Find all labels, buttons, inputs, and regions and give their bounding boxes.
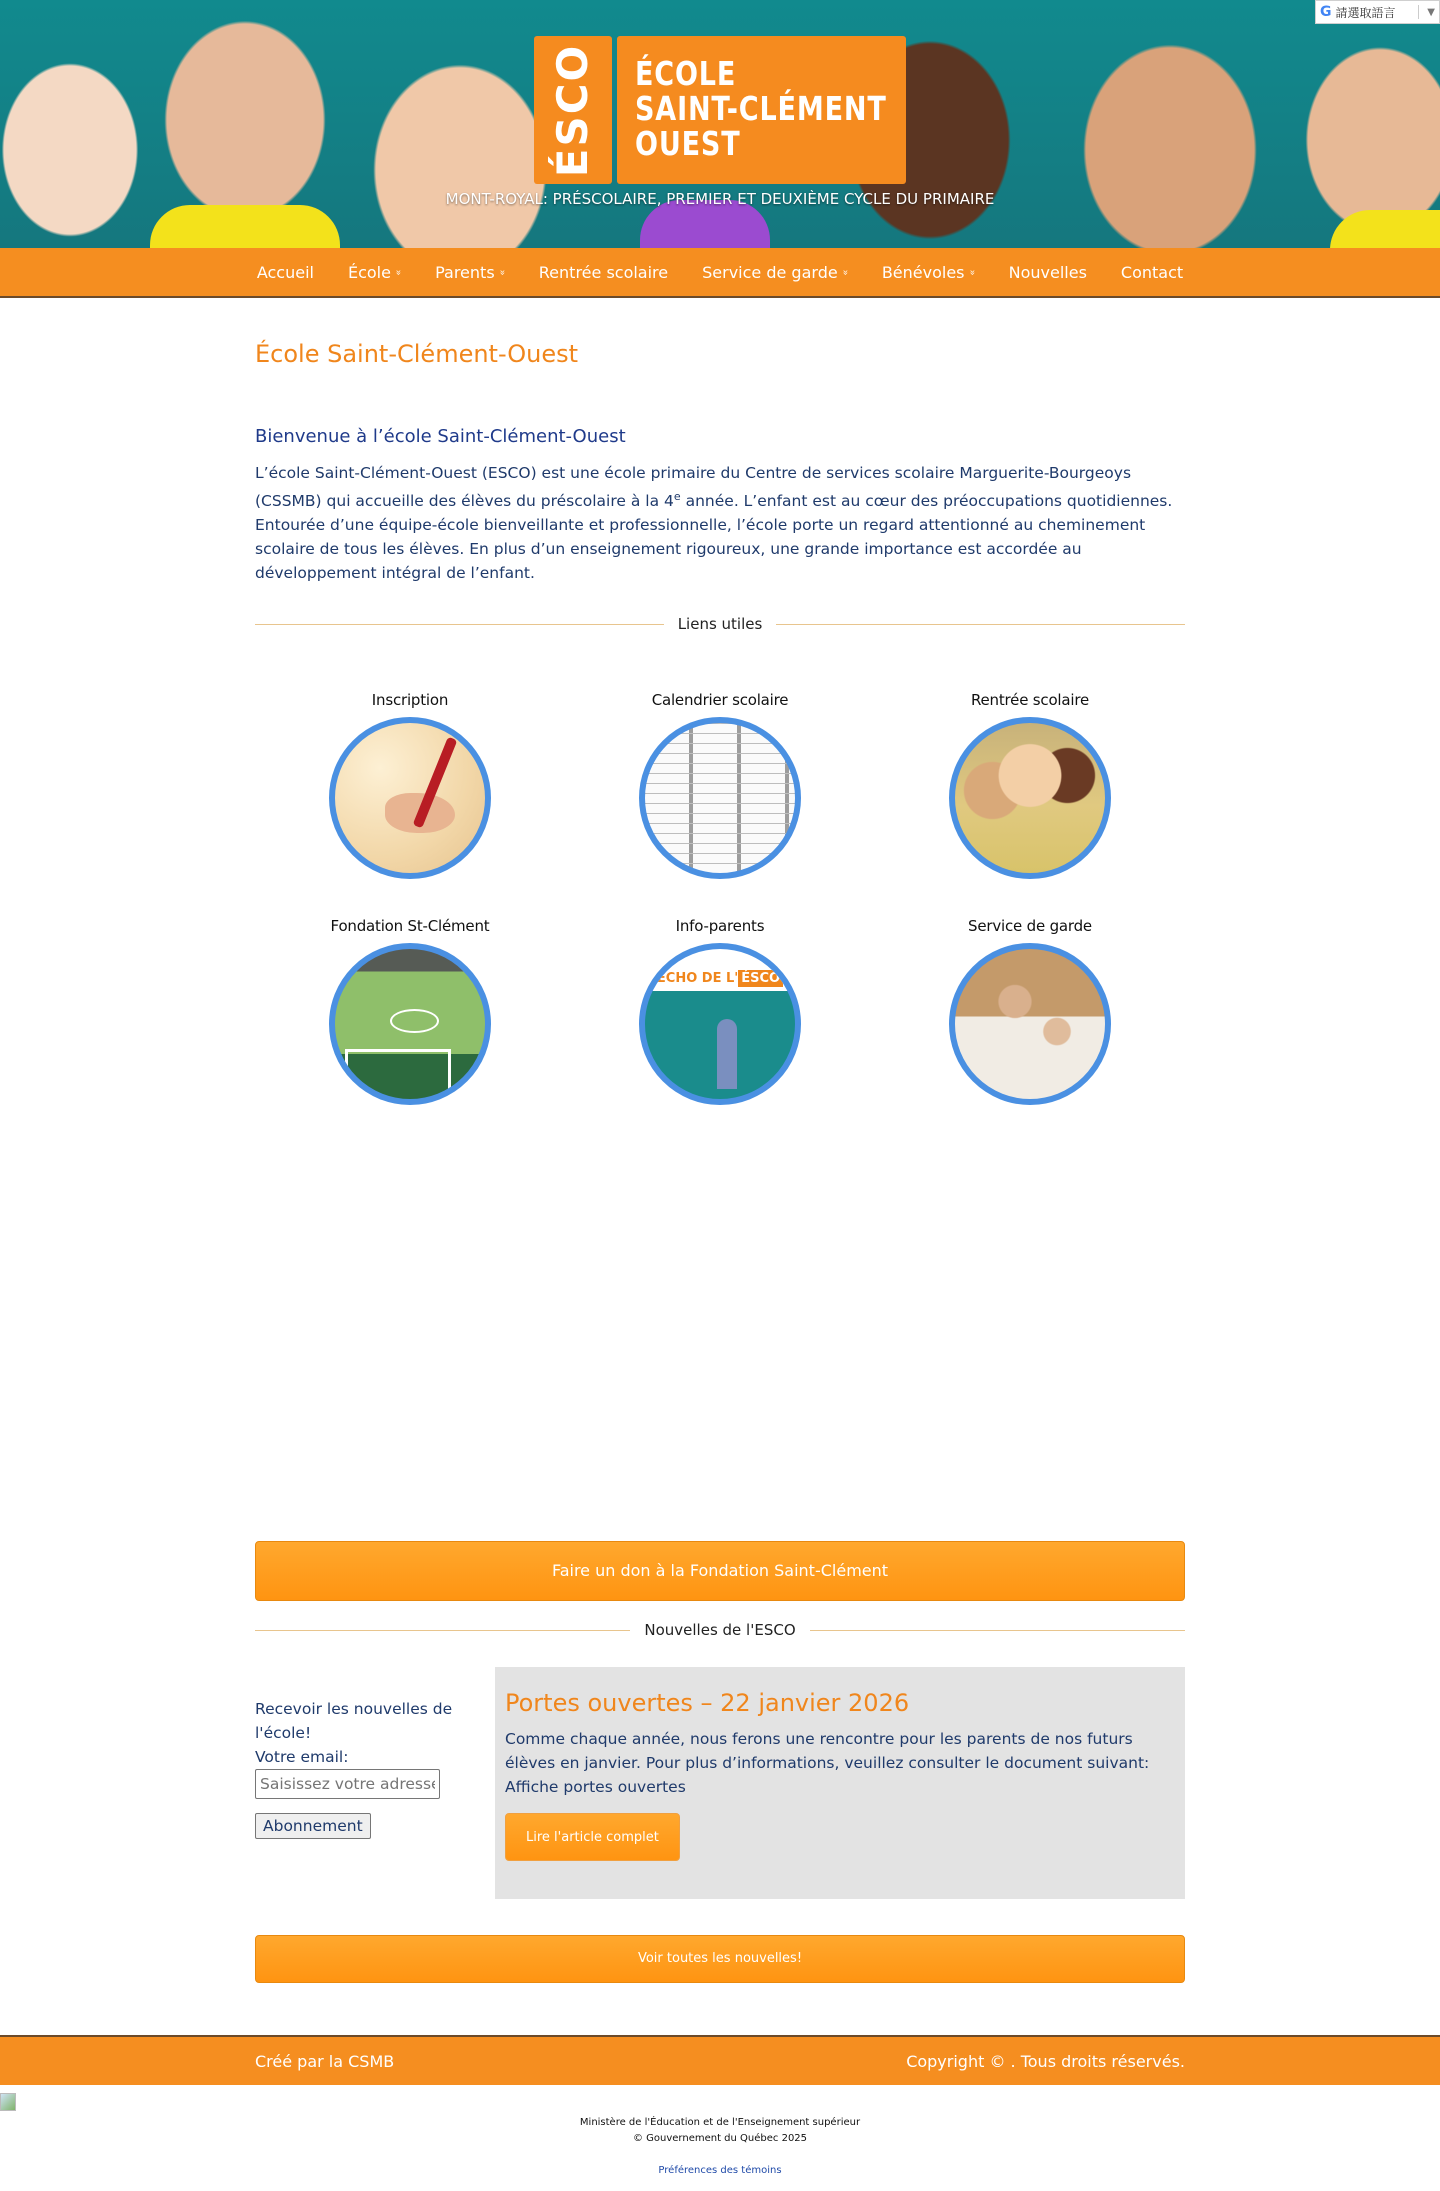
nav-item-ecole[interactable] (331, 263, 418, 282)
news-section (255, 1667, 1185, 1899)
email-label: Votre email: (255, 1748, 349, 1767)
link-inscription[interactable] (255, 691, 565, 879)
link-label: Info-parents (675, 917, 765, 936)
subscribe-button[interactable]: Abonnement (255, 1813, 371, 1839)
nav-item-parents[interactable] (418, 263, 522, 282)
useful-links-grid (255, 691, 1185, 1105)
info-parents-image (639, 943, 801, 1105)
divider-line (255, 1630, 630, 1631)
nav-label: Rentrée scolaire (538, 262, 669, 282)
language-selector-label: 請選取語言 (1335, 5, 1396, 20)
nav-item-service-de-garde[interactable] (685, 263, 865, 282)
news-card (495, 1667, 1185, 1899)
intro-text: année. L’enfant est au cœur des préoccupations quotidiennes. Entourée d’une équipe-école bienveillante et professionnelle, l’école porte un regard attentionné au cheminement scolaire de tous les élèves. En plus d’un enseignement rigoureux, une grande importance est accordée au développement intégral de l’enfant. (255, 492, 1173, 583)
link-label: Fondation St-Clément (330, 917, 490, 936)
link-label: Rentrée scolaire (970, 691, 1090, 710)
news-heading: Nouvelles de l'ESCO (644, 1621, 796, 1640)
hero-tagline: MONT-ROYAL: PRÉSCOLAIRE, PREMIER ET DEUXIÈME CYCLE DU PRIMAIRE (445, 190, 995, 208)
logo-school-name[interactable] (617, 36, 906, 184)
hero-photo-detail (150, 205, 340, 248)
main-nav (0, 248, 1440, 298)
chevron-down-icon: » (839, 268, 851, 276)
chevron-down-icon: » (392, 268, 404, 276)
link-calendrier-scolaire[interactable] (565, 691, 875, 879)
useful-links-heading: Liens utiles (677, 615, 763, 634)
nav-label: Accueil (256, 262, 314, 282)
email-input[interactable] (255, 1769, 440, 1799)
government-footer (0, 2085, 1440, 2185)
read-article-button[interactable]: Lire l'article complet (505, 1813, 680, 1861)
nav-item-nouvelles[interactable] (992, 263, 1104, 282)
divider-line (776, 624, 1185, 625)
nav-label: Service de garde (702, 262, 838, 282)
separator (1418, 5, 1419, 19)
chevron-down-icon: » (966, 268, 978, 276)
news-title[interactable]: Portes ouvertes – 22 janvier 2026 (505, 1689, 910, 1718)
link-rentree-scolaire[interactable] (875, 691, 1185, 879)
logo-esco-text: ÉSCO (548, 43, 598, 177)
hero-banner (0, 0, 1440, 248)
newsletter-prompt: Recevoir les nouvelles de l'école! (255, 1700, 453, 1743)
hero-photo-detail (1330, 210, 1440, 248)
intro-paragraph (255, 461, 1185, 585)
rentree-image (949, 717, 1111, 879)
nav-item-benevoles[interactable] (865, 263, 992, 282)
link-label: Service de garde (968, 917, 1092, 936)
footer-credit: Créé par la CSMB (255, 2051, 395, 2071)
intro-text: L’école Saint-Clément-Ouest (ESCO) est une école primaire du Centre de services scolaire Marguerite-Bourgeoys (CSSMB) qui accueille des élèves du préscolaire à la 4 (255, 464, 1132, 511)
link-fondation[interactable] (255, 917, 565, 1105)
gov-copyright: © Gouvernement du Québec 2025 (632, 2133, 808, 2145)
ministry-text (0, 2085, 1440, 2147)
footer-copyright: Copyright © . Tous droits réservés. (906, 2051, 1185, 2071)
footer (0, 2035, 1440, 2085)
intro-superscript: e (673, 490, 681, 503)
dropdown-arrow-icon: ▼ (1427, 6, 1435, 18)
link-label: Calendrier scolaire (651, 691, 789, 710)
echo-text: ECHO DE L' (656, 971, 739, 987)
useful-links-divider (255, 615, 1185, 633)
main-content (255, 340, 1185, 1983)
soccer-field-image (329, 943, 491, 1105)
calendar-image (639, 717, 801, 879)
echo-banner (645, 971, 795, 986)
nav-item-accueil[interactable] (240, 263, 331, 282)
newsletter-form (255, 1667, 495, 1899)
cookie-preferences-link[interactable]: Préférences des témoins (658, 2165, 782, 2177)
chevron-down-icon: » (496, 268, 508, 276)
page-title: École Saint-Clément-Ouest (255, 340, 579, 368)
news-body: Comme chaque année, nous ferons une rencontre pour les parents de nos futurs élèves en janvier. Pour plus d’informations, veuillez consulter le document suivant: Affiche portes ouvertes (505, 1730, 1150, 1797)
broken-image-icon (0, 2093, 16, 2111)
logo-line: OUEST (635, 124, 741, 163)
news-divider (255, 1621, 1185, 1639)
donate-button[interactable]: Faire un don à la Fondation Saint-Clément (255, 1541, 1185, 1601)
inscription-image (329, 717, 491, 879)
service-de-garde-image (949, 943, 1111, 1105)
logo-esco[interactable] (534, 36, 612, 184)
nav-label: Nouvelles (1008, 262, 1087, 282)
nav-label: École (347, 262, 391, 282)
ministry-name: Ministère de l'Éducation et de l'Enseignement supérieur (579, 2117, 861, 2129)
nav-item-rentree-scolaire[interactable] (522, 263, 685, 282)
divider-line (810, 1630, 1185, 1631)
all-news-button[interactable]: Voir toutes les nouvelles! (255, 1935, 1185, 1983)
language-selector[interactable] (1315, 0, 1440, 24)
nav-label: Contact (1120, 262, 1184, 282)
divider-line (255, 624, 664, 625)
echo-badge: ÉSCO (738, 970, 783, 987)
link-label: Inscription (371, 691, 449, 710)
logo-line: ÉCOLE (635, 54, 737, 93)
link-service-de-garde[interactable] (875, 917, 1185, 1105)
logo-line: SAINT-CLÉMENT (635, 89, 887, 128)
nav-label: Parents (435, 262, 495, 282)
nav-item-contact[interactable] (1104, 263, 1200, 282)
google-icon: G (1320, 4, 1332, 20)
nav-label: Bénévoles (881, 262, 965, 282)
link-info-parents[interactable] (565, 917, 875, 1105)
welcome-heading: Bienvenue à l’école Saint-Clément-Ouest (255, 426, 626, 447)
